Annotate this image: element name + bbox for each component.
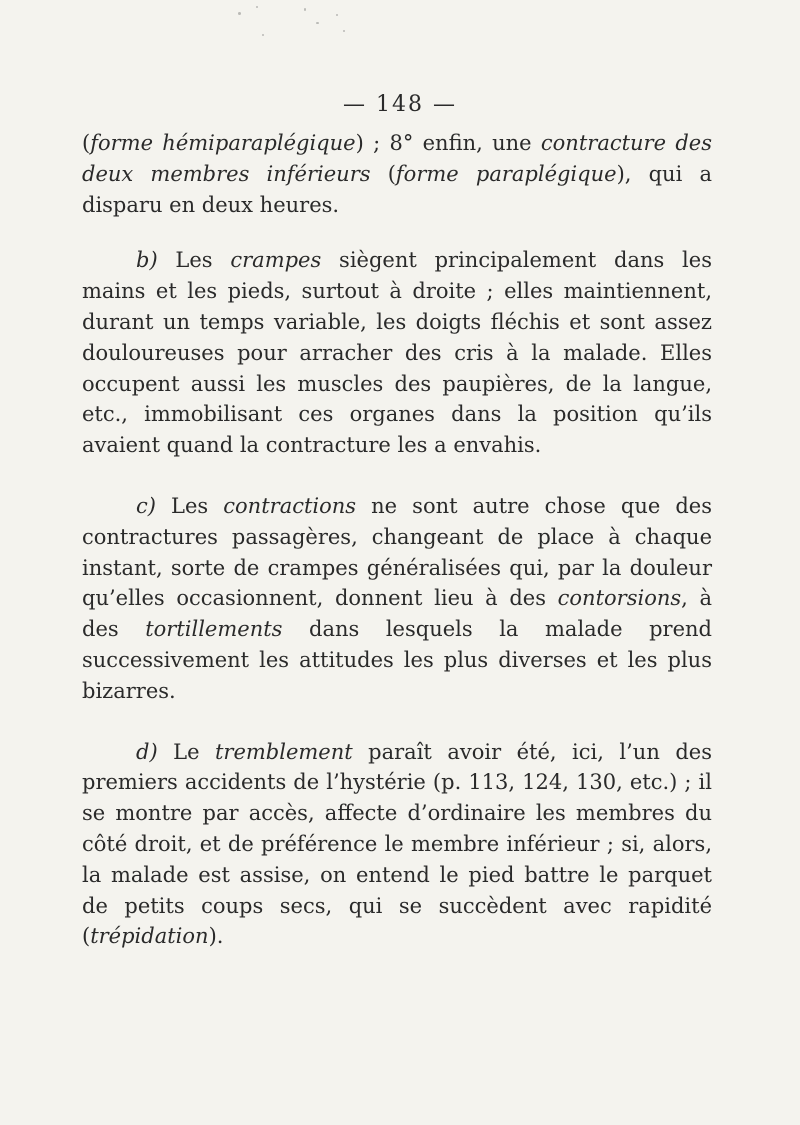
paper-speck [262, 34, 264, 36]
paragraph-c: c) Les contractions ne sont autre chose que des contractures passagères, changeant de place à chaque instant, sorte de crampes généralisées qui, par la douleur qu’elles occasionnent, donnent lieu à des contorsions, à des tortillements dans lesquels la malade prend successivement les attitudes les plus diverses et les plus bizarres. [82, 493, 713, 703]
paper-speck [336, 14, 338, 16]
paper-speck [316, 22, 319, 24]
paper-speck [304, 8, 306, 11]
intro-paragraph: (forme hémiparaplégique) ; 8° enfin, une contracture des deux membres inférieurs (forme paraplégique), qui a disparu en deux heures. [82, 131, 713, 217]
paragraph-marker: d) [136, 739, 158, 764]
paper-speck [238, 12, 241, 15]
paper-speck [343, 30, 345, 32]
page-number: — 148 — [343, 92, 457, 117]
paragraph-marker: c) [136, 493, 156, 518]
paragraph-d: d) Le tremblement paraît avoir été, ici, l’un des premiers accidents de l’hystérie (p. 113, 124, 130, etc.) ; il se montre par accès, affecte d’ordinaire les membres du côté droit, et de préférence le membre inférieur ; si, alors, la malade est assise, on entend le pied battre le parquet de petits coups secs, qui se succèdent avec rapidité (trépidation). [82, 739, 712, 949]
paper-speck [256, 6, 258, 8]
body-text [82, 128, 712, 952]
paragraph-marker: b) [136, 248, 158, 273]
paragraph-b: b) Les crampes siègent principalement dans les mains et les pieds, surtout à droite ; elles maintiennent, durant un temps variable, les doigts fléchis et sont assez douloureuses pour arracher des cris à la malade. Elles occupent aussi les muscles des paupières, de la langue, etc., immobilisant ces organes dans la position qu’ils avaient quand la contracture les a envahis. [82, 248, 712, 458]
